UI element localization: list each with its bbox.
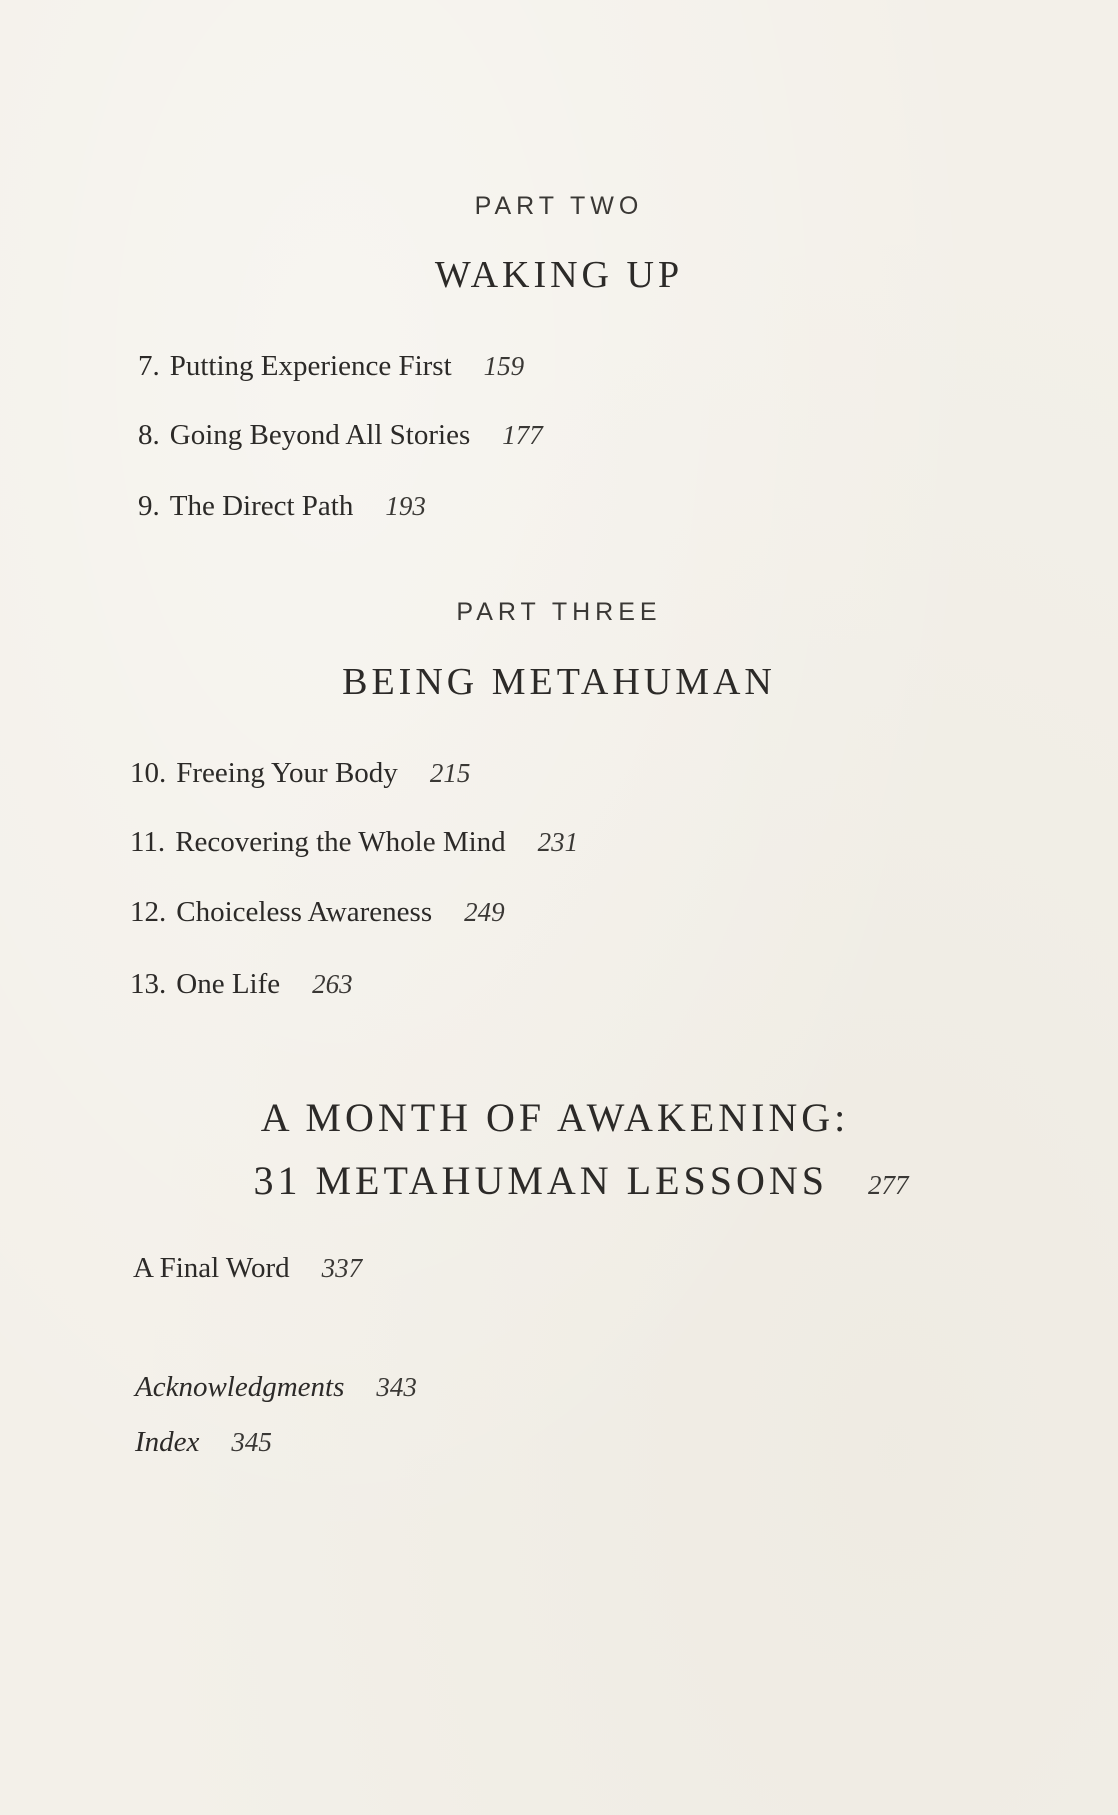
back-matter-title: Index (135, 1426, 200, 1458)
month-title-line1 (0, 1094, 1114, 1141)
chapter-page: 193 (385, 491, 426, 521)
chapter-title: Freeing Your Body (176, 757, 398, 789)
chapter-page: 177 (502, 420, 543, 450)
month-title-line2-text: 31 METAHUMAN LESSONS (253, 1158, 829, 1203)
chapter-number: 10. (130, 757, 167, 789)
chapter-page: 263 (312, 969, 353, 999)
chapter-title: Going Beyond All Stories (169, 419, 471, 451)
toc-entry (133, 1252, 362, 1285)
toc-entry (138, 350, 524, 383)
back-matter-page: 343 (376, 1372, 417, 1402)
chapter-number: 8. (138, 419, 160, 451)
part-three-title: BEING METAHUMAN (342, 661, 776, 703)
chapter-title: The Direct Path (169, 490, 354, 522)
back-matter-page: 345 (231, 1427, 272, 1457)
toc-entry (130, 968, 353, 1001)
chapter-title: Putting Experience First (169, 350, 452, 382)
back-matter-title: Acknowledgments (135, 1371, 345, 1403)
chapter-page: 249 (464, 897, 505, 927)
back-matter-page: 337 (321, 1253, 363, 1283)
toc-entry (135, 1426, 272, 1459)
chapter-page: 159 (483, 351, 525, 381)
chapter-number: 11. (130, 826, 166, 858)
back-matter-title: A Final Word (133, 1252, 290, 1284)
toc-entry (130, 757, 470, 790)
chapter-title: Choiceless Awareness (176, 896, 433, 928)
month-title-line1-text: A MONTH OF AWAKENING: (260, 1095, 850, 1140)
part-two-title: WAKING UP (434, 254, 684, 296)
chapter-page: 215 (429, 758, 471, 788)
part-two-label: PART TWO (474, 192, 644, 220)
toc-entry (138, 419, 543, 452)
chapter-title: Recovering the Whole Mind (175, 826, 506, 858)
chapter-page: 231 (537, 827, 579, 857)
chapter-number: 12. (130, 896, 167, 928)
chapter-number: 7. (138, 350, 160, 382)
toc-entry (130, 826, 578, 859)
chapter-number: 9. (138, 490, 160, 522)
month-page: 277 (868, 1170, 909, 1200)
toc-entry (138, 490, 426, 523)
chapter-number: 13. (130, 968, 167, 1000)
part-three-label: PART THREE (456, 598, 662, 626)
month-title-line2 (22, 1157, 1118, 1204)
chapter-title: One Life (176, 968, 281, 1000)
toc-entry (135, 1371, 417, 1404)
toc-entry (130, 896, 505, 929)
